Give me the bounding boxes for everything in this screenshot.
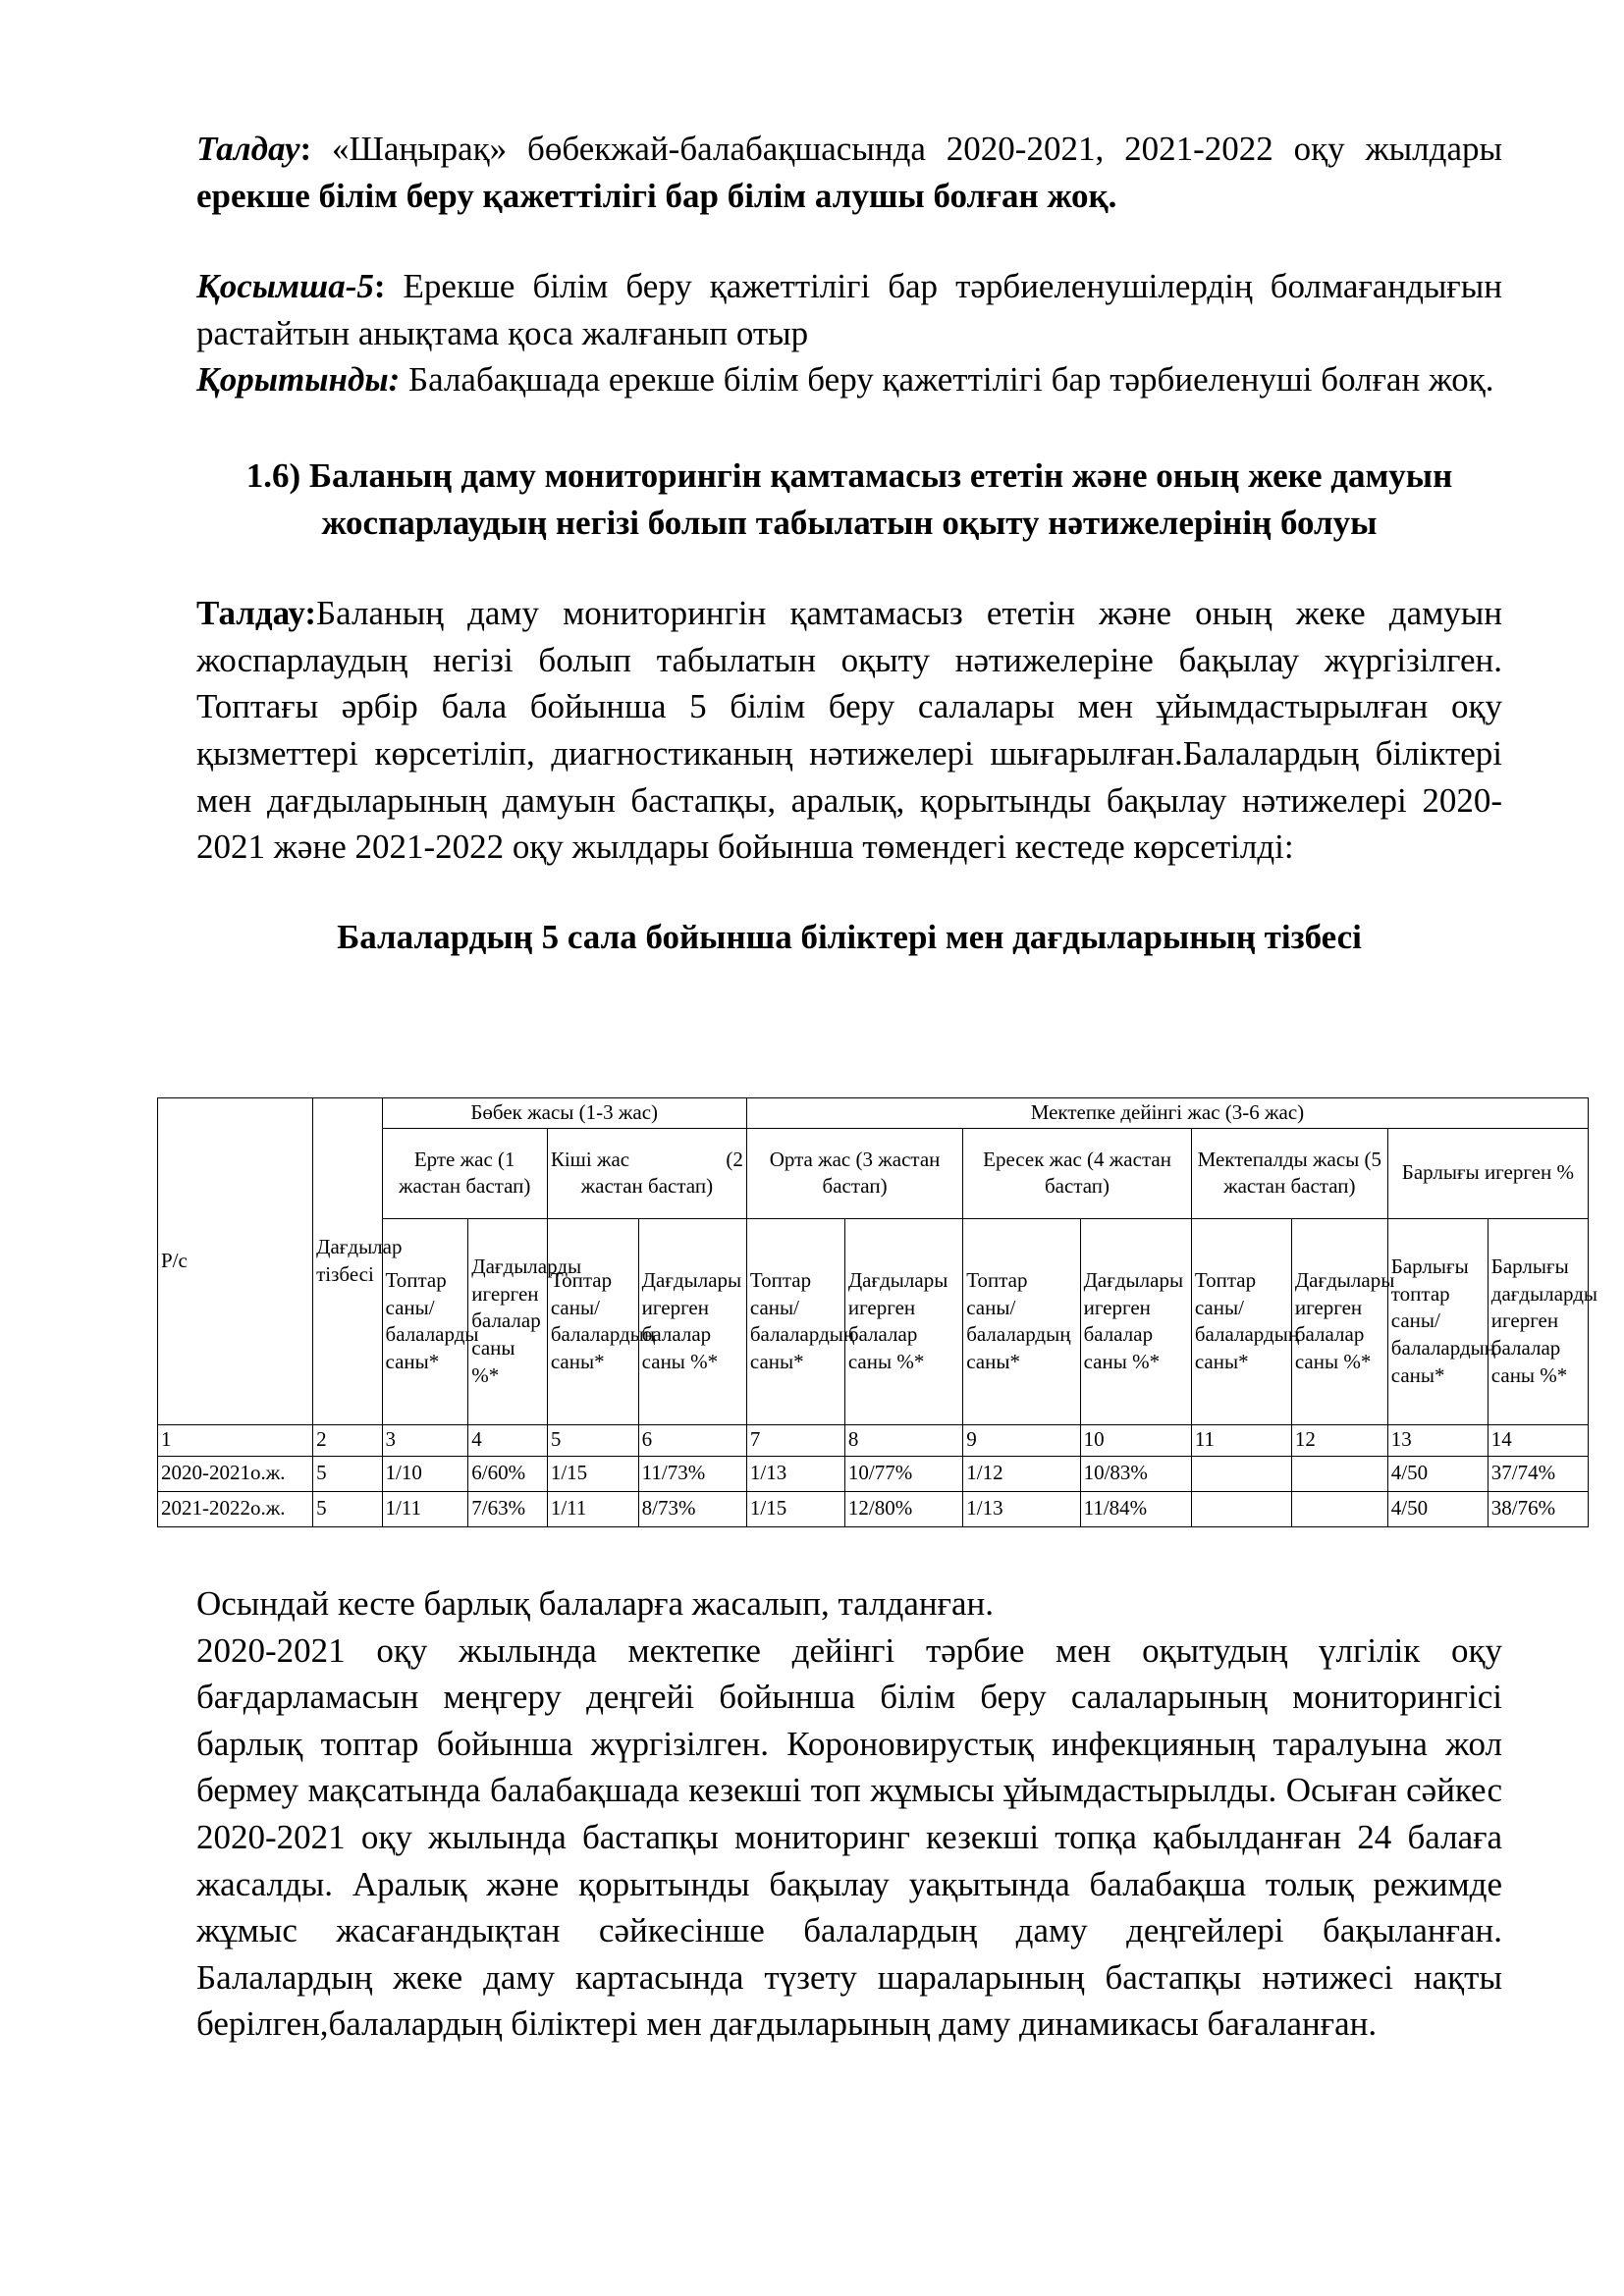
num-cell: 1 xyxy=(158,1424,313,1456)
header-pc: Р/с xyxy=(158,1098,313,1425)
colon: : xyxy=(373,267,386,306)
header-skills-list: Дағдылар тізбесі xyxy=(313,1098,382,1425)
paragraph-appendix-5 xyxy=(196,263,1502,356)
cell xyxy=(1191,1456,1291,1491)
label-kosymsha: Қосымша-5 xyxy=(196,267,374,306)
num-cell: 4 xyxy=(468,1424,548,1456)
cell xyxy=(1291,1456,1387,1491)
cell: 10/83% xyxy=(1080,1456,1191,1491)
header-preschool-age: Мектепке дейінгі жас (3-6 жас) xyxy=(746,1098,1588,1129)
group-total: Барлығы игерген % xyxy=(1387,1128,1588,1218)
num-cell: 13 xyxy=(1387,1424,1488,1456)
text: «Шаңырақ» бөбекжай-балабақшасында 2020-2021, 2021-2022 оқу жылдары xyxy=(311,130,1502,168)
colon: : xyxy=(299,130,312,168)
table-title: Балалардың 5 сала бойынша біліктері мен дағдыларының тізбесі xyxy=(337,917,1362,956)
paragraph-summary: Осындай кесте барлық балаларға жасалып, талданған. xyxy=(196,1584,994,1623)
cell: 11/73% xyxy=(638,1456,746,1491)
paragraph-analysis-1 xyxy=(196,126,1502,219)
cell: 10/77% xyxy=(844,1456,962,1491)
label-korytyndy: Қорытынды: xyxy=(196,360,401,400)
junior-age-label: Кіші жас xyxy=(550,1147,630,1171)
cell: 1/11 xyxy=(382,1491,468,1526)
table-row xyxy=(158,1491,1589,1526)
cell: 5 xyxy=(313,1491,382,1526)
subheader-cell: Дағдылары игерген балалар саны %* xyxy=(638,1218,746,1424)
cell: 1/13 xyxy=(963,1491,1080,1526)
cell: 1/10 xyxy=(382,1456,468,1491)
skills-table xyxy=(157,1097,1598,1527)
subheader-cell: Дағдылары игерген балалар саны %* xyxy=(1080,1218,1191,1424)
num-cell: 12 xyxy=(1291,1424,1387,1456)
cell: 1/15 xyxy=(746,1491,844,1526)
subheader-cell: Топтар саны/ балалардың саны* xyxy=(963,1218,1080,1424)
subheader-cell: Топтар саны/ балалардың саны* xyxy=(746,1218,844,1424)
cell: 8/73% xyxy=(638,1491,746,1526)
num-cell: 2 xyxy=(313,1424,382,1456)
cell: 1/15 xyxy=(547,1456,638,1491)
subheader-cell: Дағдыларды игерген балалар саны %* xyxy=(468,1218,548,1424)
cell xyxy=(1191,1491,1291,1526)
group-early-age: Ерте жас (1 жастан бастап) xyxy=(382,1128,547,1218)
text: Ерекше білім беру қажеттілігі бар тәрбиеленушілердің болмағандығын растайтын анықтама қоса жалғанып отыр xyxy=(196,267,1502,352)
after-table-text xyxy=(196,1580,1502,2048)
subheader-cell: Топтар саны/ балаларды саны* xyxy=(382,1218,468,1424)
num-cell: 5 xyxy=(547,1424,638,1456)
num-cell: 7 xyxy=(746,1424,844,1456)
document-body xyxy=(196,126,1502,957)
table-row-numbers xyxy=(158,1424,1589,1456)
group-preschool-age: Мектепалды жасы (5 жастан бастап) xyxy=(1191,1128,1387,1218)
paragraph-analysis-2 xyxy=(196,590,1502,871)
cell: 1/13 xyxy=(746,1456,844,1491)
cell: 1/12 xyxy=(963,1456,1080,1491)
group-senior-age: Ересек жас (4 жастан бастап) xyxy=(963,1128,1192,1218)
cell-year: 2021-2022о.ж. xyxy=(158,1491,313,1526)
cell: 12/80% xyxy=(844,1491,962,1526)
header-infant-age: Бөбек жасы (1-3 жас) xyxy=(382,1098,746,1129)
text: Баланың даму мониторингін қамтамасыз ететін және оның жеке дамуын жоспарлаудың негізі болып табылатын оқыту нәтижелеріне бақылау жүргізілген. Топтағы әрбір бала бойынша 5 білім беру салалары мен ұйымдастырылған оқу қызметтері көрсетіліп, диагностиканың нәтижелері шығарылған.Балалардың біліктері мен дағдыларының дамуын бастапқы, аралық, қорытынды бақылау нәтижелері 2020-2021 және 2021-2022 оқу жылдары бойынша төмендегі кестеде көрсетілді: xyxy=(196,594,1502,867)
paragraph-monitoring: 2020-2021 оқу жылында мектепке дейінгі тәрбие мен оқытудың үлгілік оқу бағдарламасын меңгеру деңгейі бойынша білім беру салаларының мониторингісі барлық топтар бойынша жүргізілген. Короновирустық инфекцияның таралуына жол бермеу мақсатында балабақшада кезекші топ жұмысы ұйымдастырылды. Осыған сәйкес 2020-2021 оқу жылында бастапқы мониторинг кезекші топқа қабылданған 24 балаға жасалды. Аралық және қорытынды бақылау уақытында балабақша толық режимде жұмыс жасағандықтан сәйкесінше балалардың даму деңгейлері бақыланған. Балалардың жеке даму картасында түзету шараларының бастапқы нәтижесі нақты берілген,балалардың біліктері мен дағдыларының даму динамикасы бағаланған. xyxy=(196,1630,1502,2044)
subheader-cell: Дағдылары игерген балалар саны %* xyxy=(1291,1218,1387,1424)
cell: 4/50 xyxy=(1387,1491,1488,1526)
label-taldau: Талдау xyxy=(196,130,300,168)
num-cell: 9 xyxy=(963,1424,1080,1456)
junior-age-from: (2 xyxy=(726,1147,743,1171)
paragraph-conclusion xyxy=(196,356,1502,403)
text: Балабақшада ерекше білім беру қажеттілігі бар тәрбиеленуші болған жоқ. xyxy=(400,360,1494,400)
num-cell: 6 xyxy=(638,1424,746,1456)
cell: 5 xyxy=(313,1456,382,1491)
cell: 6/60% xyxy=(468,1456,548,1491)
subheader-cell: Топтар саны/ балалардың саны* xyxy=(547,1218,638,1424)
subheader-cell: Барлығы топтар саны/ балалардың саны* xyxy=(1387,1218,1488,1424)
group-junior-age xyxy=(547,1128,746,1218)
cell: 37/74% xyxy=(1488,1456,1588,1491)
bold-text: ерекше білім беру қажеттілігі бар білім алушы болған жоқ. xyxy=(196,176,1117,215)
group-middle-age: Орта жас (3 жастан бастап) xyxy=(746,1128,962,1218)
cell: 38/76% xyxy=(1488,1491,1588,1526)
cell: 7/63% xyxy=(468,1491,548,1526)
cell: 4/50 xyxy=(1387,1456,1488,1491)
cell xyxy=(1291,1491,1387,1526)
label-taldau-2: Талдау: xyxy=(196,594,317,633)
num-cell: 11 xyxy=(1191,1424,1291,1456)
num-cell: 3 xyxy=(382,1424,468,1456)
section-heading: 1.6) Баланың даму мониторингін қамтамасыз ететін және оның жеке дамуын жоспарлаудың негізі болып табылатын оқыту нәтижелерінің болуы xyxy=(245,455,1453,542)
subheader-cell: Дағдылары игерген балалар саны %* xyxy=(844,1218,962,1424)
table-row xyxy=(158,1456,1589,1491)
cell: 11/84% xyxy=(1080,1491,1191,1526)
junior-age-rest: жастан бастап) xyxy=(580,1174,714,1199)
cell: 1/11 xyxy=(547,1491,638,1526)
cell-year: 2020-2021о.ж. xyxy=(158,1456,313,1491)
num-cell: 8 xyxy=(844,1424,962,1456)
subheader-cell: Топтар саны/ балалардың саны* xyxy=(1191,1218,1291,1424)
subheader-cell: Барлығы дағдыларды игерген балалар саны %* xyxy=(1488,1218,1588,1424)
num-cell: 10 xyxy=(1080,1424,1191,1456)
num-cell: 14 xyxy=(1488,1424,1588,1456)
